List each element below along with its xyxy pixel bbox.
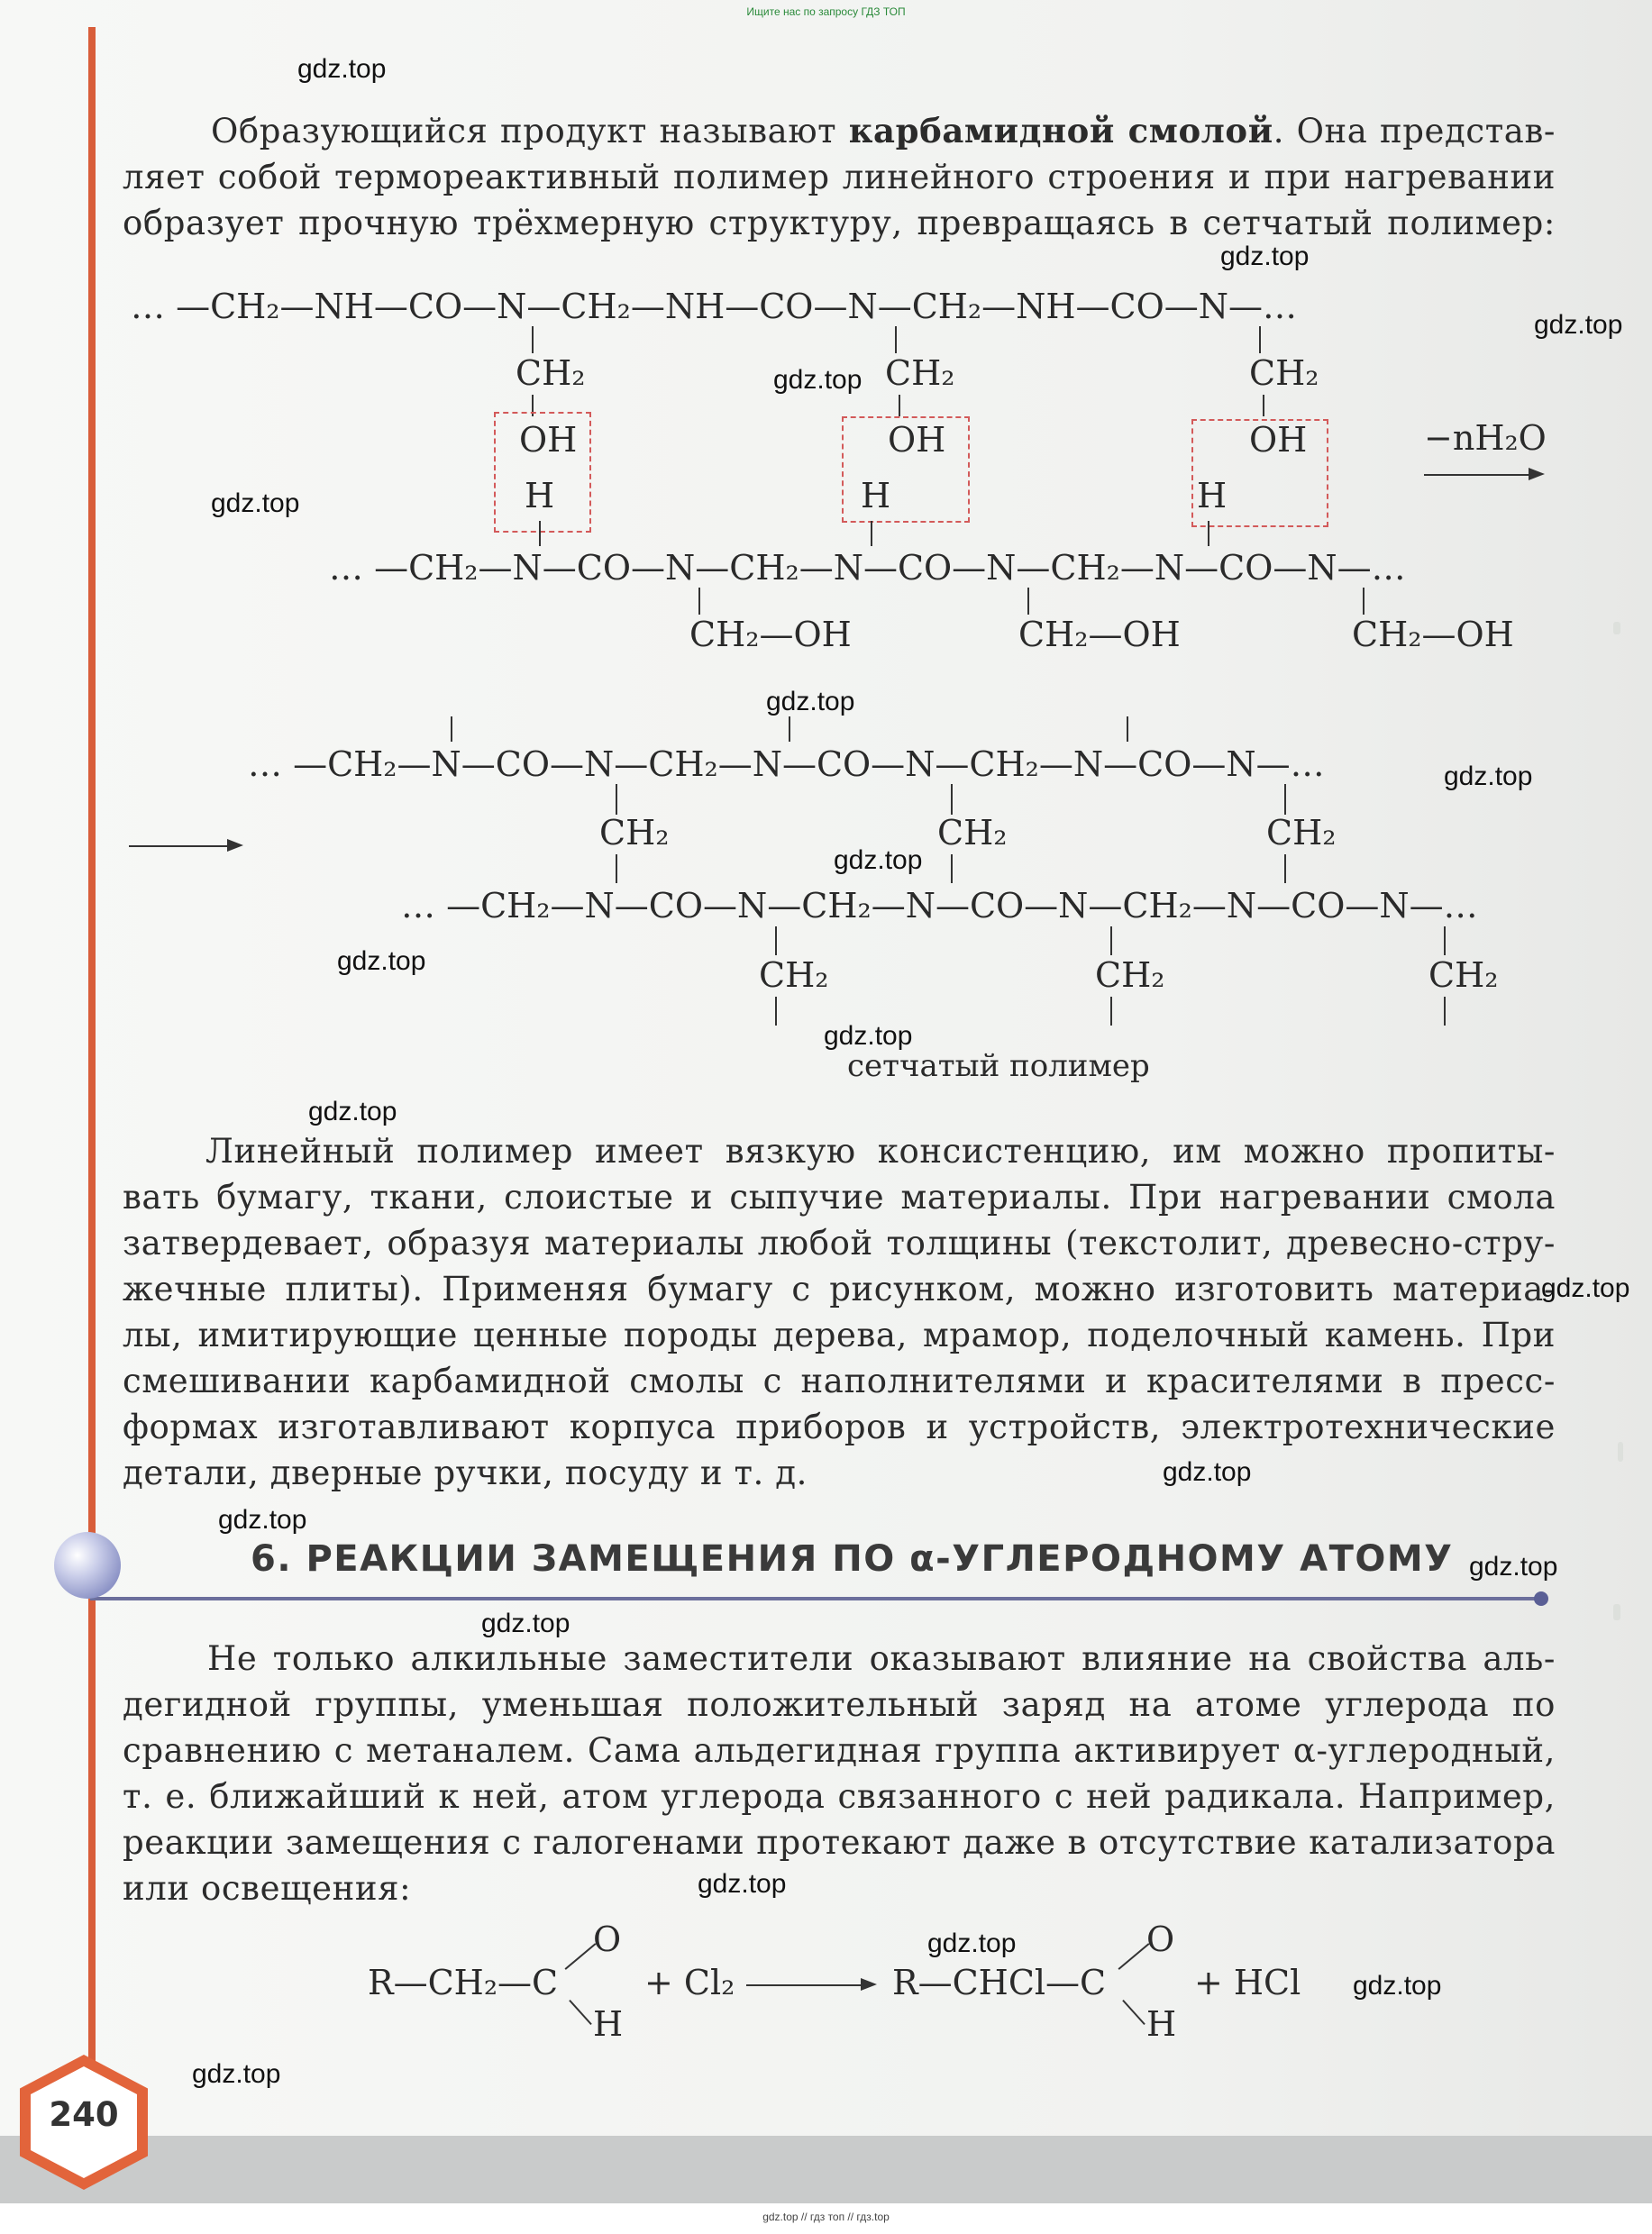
paragraph-line: затвердевает, образуя материалы любой толщины (текстолит, древесно-стру- (123, 1224, 1556, 1263)
ch2-group: CH₂ (599, 813, 670, 853)
watermark: gdz.top (481, 1609, 570, 1638)
search-hint[interactable]: Ищите нас по запросу ГДЗ ТОП (746, 5, 906, 18)
oh-group: OH (519, 420, 578, 460)
watermark: gdz.top (927, 1929, 1017, 1958)
paragraph-line: смешивании карбамидной смолы с наполнителями и красителями в пресс- (123, 1362, 1556, 1400)
bond (1284, 784, 1286, 815)
bond (1110, 997, 1112, 1026)
paragraph-line: вать бумагу, ткани, слоистые и сыпучие материалы. При нагревании смола (123, 1178, 1556, 1217)
bond (871, 521, 872, 546)
bond (1284, 854, 1286, 883)
bond (951, 854, 953, 883)
paragraph-line: Линейный полимер имеет вязкую консистенцию, им можно пропиты- (205, 1132, 1556, 1171)
ch2oh-group: CH₂—OH (1352, 615, 1514, 654)
bond (1208, 521, 1209, 546)
bond (775, 926, 777, 955)
page-number: 240 (49, 2095, 119, 2134)
section-divider-dot (1534, 1591, 1548, 1606)
paragraph-line: жечные плиты). Применяя бумагу с рисунком, можно изготовить материа- (123, 1270, 1556, 1308)
paragraph-line: формах изготавливают корпуса приборов и устройств, электротехнические (123, 1408, 1556, 1446)
scheme-row-3: … —CH₂—N—CO—N—CH₂—N—CO—N—CH₂—N—CO—N—… (248, 744, 1325, 784)
watermark: gdz.top (308, 1097, 397, 1126)
scheme-caption: сетчатый полимер (847, 1048, 1150, 1084)
reaction-arrow (129, 845, 230, 847)
paragraph-line: Не только алкильные заместители оказывают влияние на свойства аль- (207, 1639, 1556, 1678)
term-highlight: карбамидной смолой (848, 111, 1273, 150)
print-smudge (1613, 1604, 1620, 1620)
equation-reactant: R—CH₂—C (368, 1963, 559, 2002)
equation-hydrogen: H (1146, 2004, 1177, 2044)
arrow-head-icon (861, 1978, 877, 1991)
watermark: gdz.top (698, 1869, 787, 1899)
ch2oh-group: CH₂—OH (689, 615, 852, 654)
ch2oh-group: CH₂—OH (1018, 615, 1181, 654)
print-smudge (1613, 622, 1620, 634)
bond (698, 588, 700, 615)
watermark: gdz.top (824, 1021, 913, 1051)
bond (1027, 588, 1029, 615)
paragraph-line: реакции замещения с галогенами протекают даже в отсутствие катализатора (123, 1823, 1556, 1862)
footer-links[interactable]: gdz.top // гдз топ // гдз.top (762, 2211, 890, 2223)
watermark: gdz.top (211, 488, 300, 518)
paragraph-line: образует прочную трёхмерную структуру, превращаясь в сетчатый полимер: (123, 204, 1556, 242)
margin-line (88, 27, 96, 2100)
watermark: gdz.top (337, 946, 426, 976)
section-marker-icon (54, 1532, 121, 1599)
bond (1259, 326, 1261, 353)
ch2-group: CH₂ (1428, 955, 1499, 995)
bond (1127, 716, 1128, 742)
paragraph-line: или освещения: (123, 1869, 412, 1908)
watermark: gdz.top (1541, 1273, 1630, 1303)
bond (451, 716, 452, 742)
watermark: gdz.top (1444, 761, 1533, 791)
watermark: gdz.top (773, 365, 863, 395)
ch2-group: CH₂ (759, 955, 829, 995)
bond (789, 716, 790, 742)
bond (1263, 395, 1264, 416)
watermark: gdz.top (1534, 310, 1623, 340)
bond (1363, 588, 1364, 615)
bond (951, 784, 953, 815)
arrow-head-icon (1529, 468, 1545, 480)
scheme-row-2: … —CH₂—N—CO—N—CH₂—N—CO—N—CH₂—N—CO—N—… (329, 548, 1406, 588)
paragraph-line: ляет собой термореактивный полимер линейного строения и при нагревании (123, 158, 1556, 196)
ch2-group: CH₂ (1266, 813, 1337, 853)
reaction-arrow (1424, 474, 1532, 476)
print-smudge (1618, 1442, 1623, 1462)
equation-cl2: + Cl₂ (644, 1963, 735, 2002)
watermark: gdz.top (218, 1505, 307, 1535)
equation-oxygen: O (1146, 1919, 1175, 1959)
reaction-arrow (746, 1984, 863, 1986)
oh-group: OH (1249, 420, 1308, 460)
section-divider (90, 1597, 1541, 1600)
section-title: 6. РЕАКЦИИ ЗАМЕЩЕНИЯ ПО α-УГЛЕРОДНОМУ АТОМУ (251, 1538, 1454, 1580)
watermark: gdz.top (192, 2059, 281, 2089)
paragraph-intro (123, 108, 1556, 246)
arrow-head-icon (227, 839, 243, 852)
watermark: gdz.top (1353, 1971, 1442, 2001)
ch2-group: CH₂ (1249, 353, 1319, 393)
equation-hcl: + HCl (1194, 1963, 1301, 2002)
bond (1444, 997, 1446, 1026)
paragraph-line: дегидной группы, уменьшая положительный заряд на атоме углерода по (123, 1685, 1556, 1724)
watermark: gdz.top (1220, 242, 1310, 271)
ch2-group: CH₂ (1095, 955, 1165, 995)
paragraph-line: Образующийся продукт называют карбамидной смолой. Она представ- (211, 111, 1556, 150)
bond (1110, 926, 1112, 955)
equation-oxygen: O (593, 1919, 622, 1959)
equation-hydrogen: H (593, 2004, 624, 2044)
scheme-row-1: … —CH₂—NH—CO—N—CH₂—NH—CO—N—CH₂—NH—CO—N—… (131, 287, 1298, 326)
bond (895, 326, 897, 353)
h-atom: H (1197, 476, 1228, 515)
bond (899, 395, 900, 416)
oh-group: OH (888, 420, 946, 460)
ch2-group: CH₂ (885, 353, 955, 393)
paragraph-line: лы, имитирующие ценные породы дерева, мрамор, поделочный камень. При (123, 1316, 1556, 1354)
watermark: gdz.top (297, 54, 387, 84)
paragraph-line: т. е. ближайший к ней, атом углерода связанного с ней радикала. Например, (123, 1777, 1556, 1816)
bond (1444, 926, 1446, 955)
scheme-row-4: … —CH₂—N—CO—N—CH₂—N—CO—N—CH₂—N—CO—N—… (401, 886, 1478, 926)
watermark: gdz.top (1469, 1552, 1558, 1582)
equation-product: R—CHCl—C (892, 1963, 1107, 2002)
watermark: gdz.top (766, 687, 855, 716)
watermark: gdz.top (834, 845, 923, 875)
bond (532, 326, 534, 353)
paragraph-alpha-substitution (123, 1636, 1556, 1911)
bond (539, 521, 541, 546)
watermark: gdz.top (1163, 1457, 1252, 1487)
h-atom: H (861, 476, 891, 515)
water-label: −nH₂O (1424, 418, 1547, 458)
ch2-group: CH₂ (516, 353, 586, 393)
paragraph-line: сравнению с метаналем. Сама альдегидная группа активирует α-углеродный, (123, 1731, 1556, 1770)
bond (616, 854, 617, 883)
paragraph-line: детали, дверные ручки, посуду и т. д. (123, 1454, 808, 1492)
ch2-group: CH₂ (937, 813, 1008, 853)
paragraph-linear-polymer (123, 1128, 1556, 1496)
bond (616, 784, 617, 815)
h-atom: H (525, 476, 555, 515)
bond (775, 997, 777, 1026)
